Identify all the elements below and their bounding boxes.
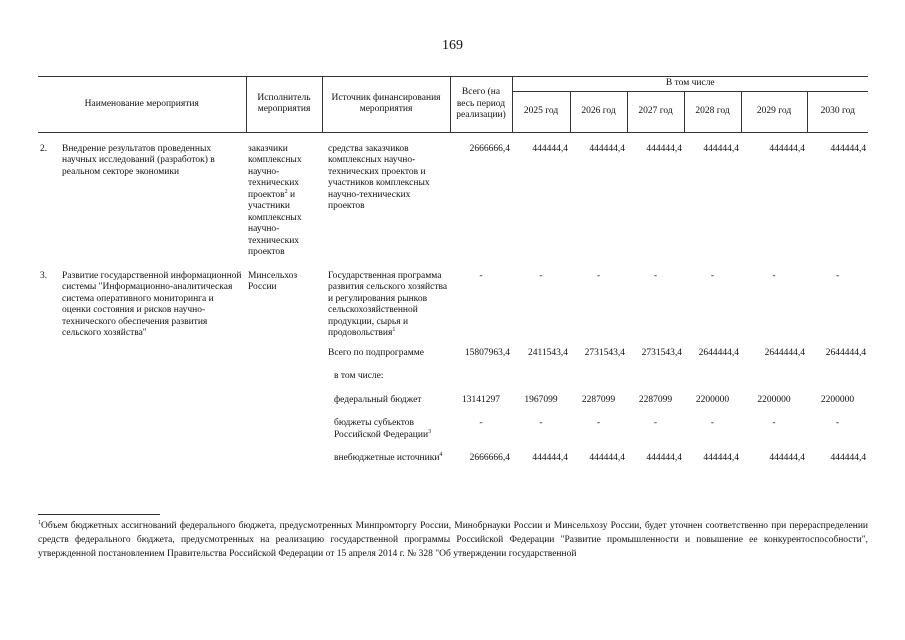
summary-value: 2287099 — [638, 394, 673, 405]
header-year-2028: 2028 год — [684, 91, 741, 132]
summary-value: 2644444,4 — [764, 347, 805, 358]
row-value: 444444,4 — [589, 143, 625, 154]
row-executor: заказчики комплексных научно-технических проектов$^2$ и участники комплексных научно-технических проектов — [248, 143, 302, 257]
row-value: 444444,4 — [532, 143, 568, 154]
table-row — [38, 270, 868, 341]
summary-value: 2200000 — [820, 394, 855, 405]
summary-value: - — [835, 418, 840, 428]
summary-row — [38, 452, 868, 466]
activities-table — [38, 76, 868, 466]
row-value: 444444,4 — [703, 143, 739, 154]
row-name: Развитие государственной информационной системы "Информационно-аналитическая система оперативного мониторинга и оценки состояния и рисков научно-технического обеспечения развития сельского хозяйства" — [62, 270, 242, 338]
summary-total: 13141297 — [462, 394, 500, 405]
row-total: - — [479, 270, 483, 281]
row-value: 444444,4 — [769, 143, 805, 154]
header-year-2030: 2030 год — [807, 91, 868, 132]
summary-value: 444444,4 — [532, 453, 568, 463]
summary-row — [38, 347, 868, 361]
summary-value: 1967099 — [524, 394, 558, 405]
header-including: В том числе — [512, 77, 868, 92]
summary-row — [38, 370, 868, 384]
row-value: - — [835, 270, 840, 281]
row-value: - — [539, 270, 543, 281]
header-year-2026: 2026 год — [570, 91, 627, 132]
summary-value: - — [596, 418, 601, 428]
header-total: Всего (на весь период реализации) — [450, 77, 512, 133]
summary-value: 2411543,4 — [527, 347, 568, 358]
summary-value: 444444,4 — [769, 453, 805, 463]
row-value: - — [653, 270, 658, 281]
summary-value: 2200000 — [757, 394, 791, 405]
summary-value: 2200000 — [695, 394, 730, 405]
summary-value: - — [653, 418, 658, 428]
row-value: - — [772, 270, 776, 281]
summary-value: 2644444,4 — [698, 347, 739, 358]
summary-label: внебюджетные источники$^4$ — [334, 451, 443, 463]
row-total: 2666666,4 — [469, 143, 510, 154]
row-number: 3. — [40, 270, 48, 281]
summary-total: 15807963,4 — [464, 347, 510, 358]
row-value: - — [710, 270, 715, 281]
summary-label: Всего по подпрограмме — [328, 347, 424, 358]
header-executor: Исполнитель мероприятия — [246, 77, 322, 133]
summary-label: бюджеты субъектов Российской Федерации$^3$ — [334, 418, 432, 440]
summary-value: 2287099 — [581, 394, 616, 405]
summary-value: 444444,4 — [703, 453, 739, 463]
summary-label: в том числе: — [334, 371, 384, 381]
row-source: средства заказчиков комплексных научно-технических проектов и участников комплексных научно-технических проектов — [328, 143, 430, 211]
summary-value: 444444,4 — [646, 453, 682, 463]
summary-value: - — [772, 418, 776, 428]
summary-value: 2644444,4 — [825, 347, 867, 358]
summary-value: 2731543,4 — [584, 347, 625, 358]
summary-total: 2666666,4 — [469, 453, 510, 463]
table-row — [38, 143, 868, 260]
page-number: 169 — [442, 38, 463, 53]
row-number: 2. — [40, 143, 48, 154]
row-value: - — [596, 270, 601, 281]
summary-row — [38, 417, 868, 442]
summary-value: - — [539, 418, 543, 428]
row-value: 444444,4 — [646, 143, 682, 154]
footnote-separator — [38, 514, 160, 515]
header-year-2029: 2029 год — [741, 91, 807, 132]
row-value: 444444,4 — [830, 143, 867, 154]
summary-value: 2731543,4 — [641, 347, 682, 358]
header-source: Источник финансирования мероприятия — [322, 77, 450, 133]
header-year-2025: 2025 год — [512, 91, 570, 132]
summary-row — [38, 394, 868, 408]
summary-label: федеральный бюджет — [334, 394, 422, 405]
footnote: $^1$Объем бюджетных ассигнований федерального бюджета, предусмотренных Минпромторгу России, Минобрнауки России и Минсельхозу России, будет уточнен соответственно при перераспределении средств федерального бюджета, предусмотренных на реализацию государственной программы Российской Федерации "Развитие промышленности и повышение ее конкурентоспособности", утвержденной постановлением Правительства Российской Федерации от 15 апреля 2014 г. № 328 "Об утверждении государственной — [38, 519, 868, 559]
row-source: Государственная программа развития сельского хозяйства и регулирования рынков сельскохозяйственной продукции, сырья и продовольствия$^1$ — [328, 270, 448, 338]
header-name: Наименование мероприятия — [38, 77, 246, 133]
row-executor: Минсельхоз России — [248, 270, 298, 292]
row-name: Внедрение результатов проведенных научных исследований (разработок) в реальном секторе экономики — [62, 143, 215, 177]
summary-value: - — [710, 418, 715, 428]
header-year-2027: 2027 год — [627, 91, 684, 132]
summary-value: 444444,4 — [830, 453, 867, 463]
summary-value: 444444,4 — [589, 453, 625, 463]
summary-total: - — [479, 418, 483, 428]
